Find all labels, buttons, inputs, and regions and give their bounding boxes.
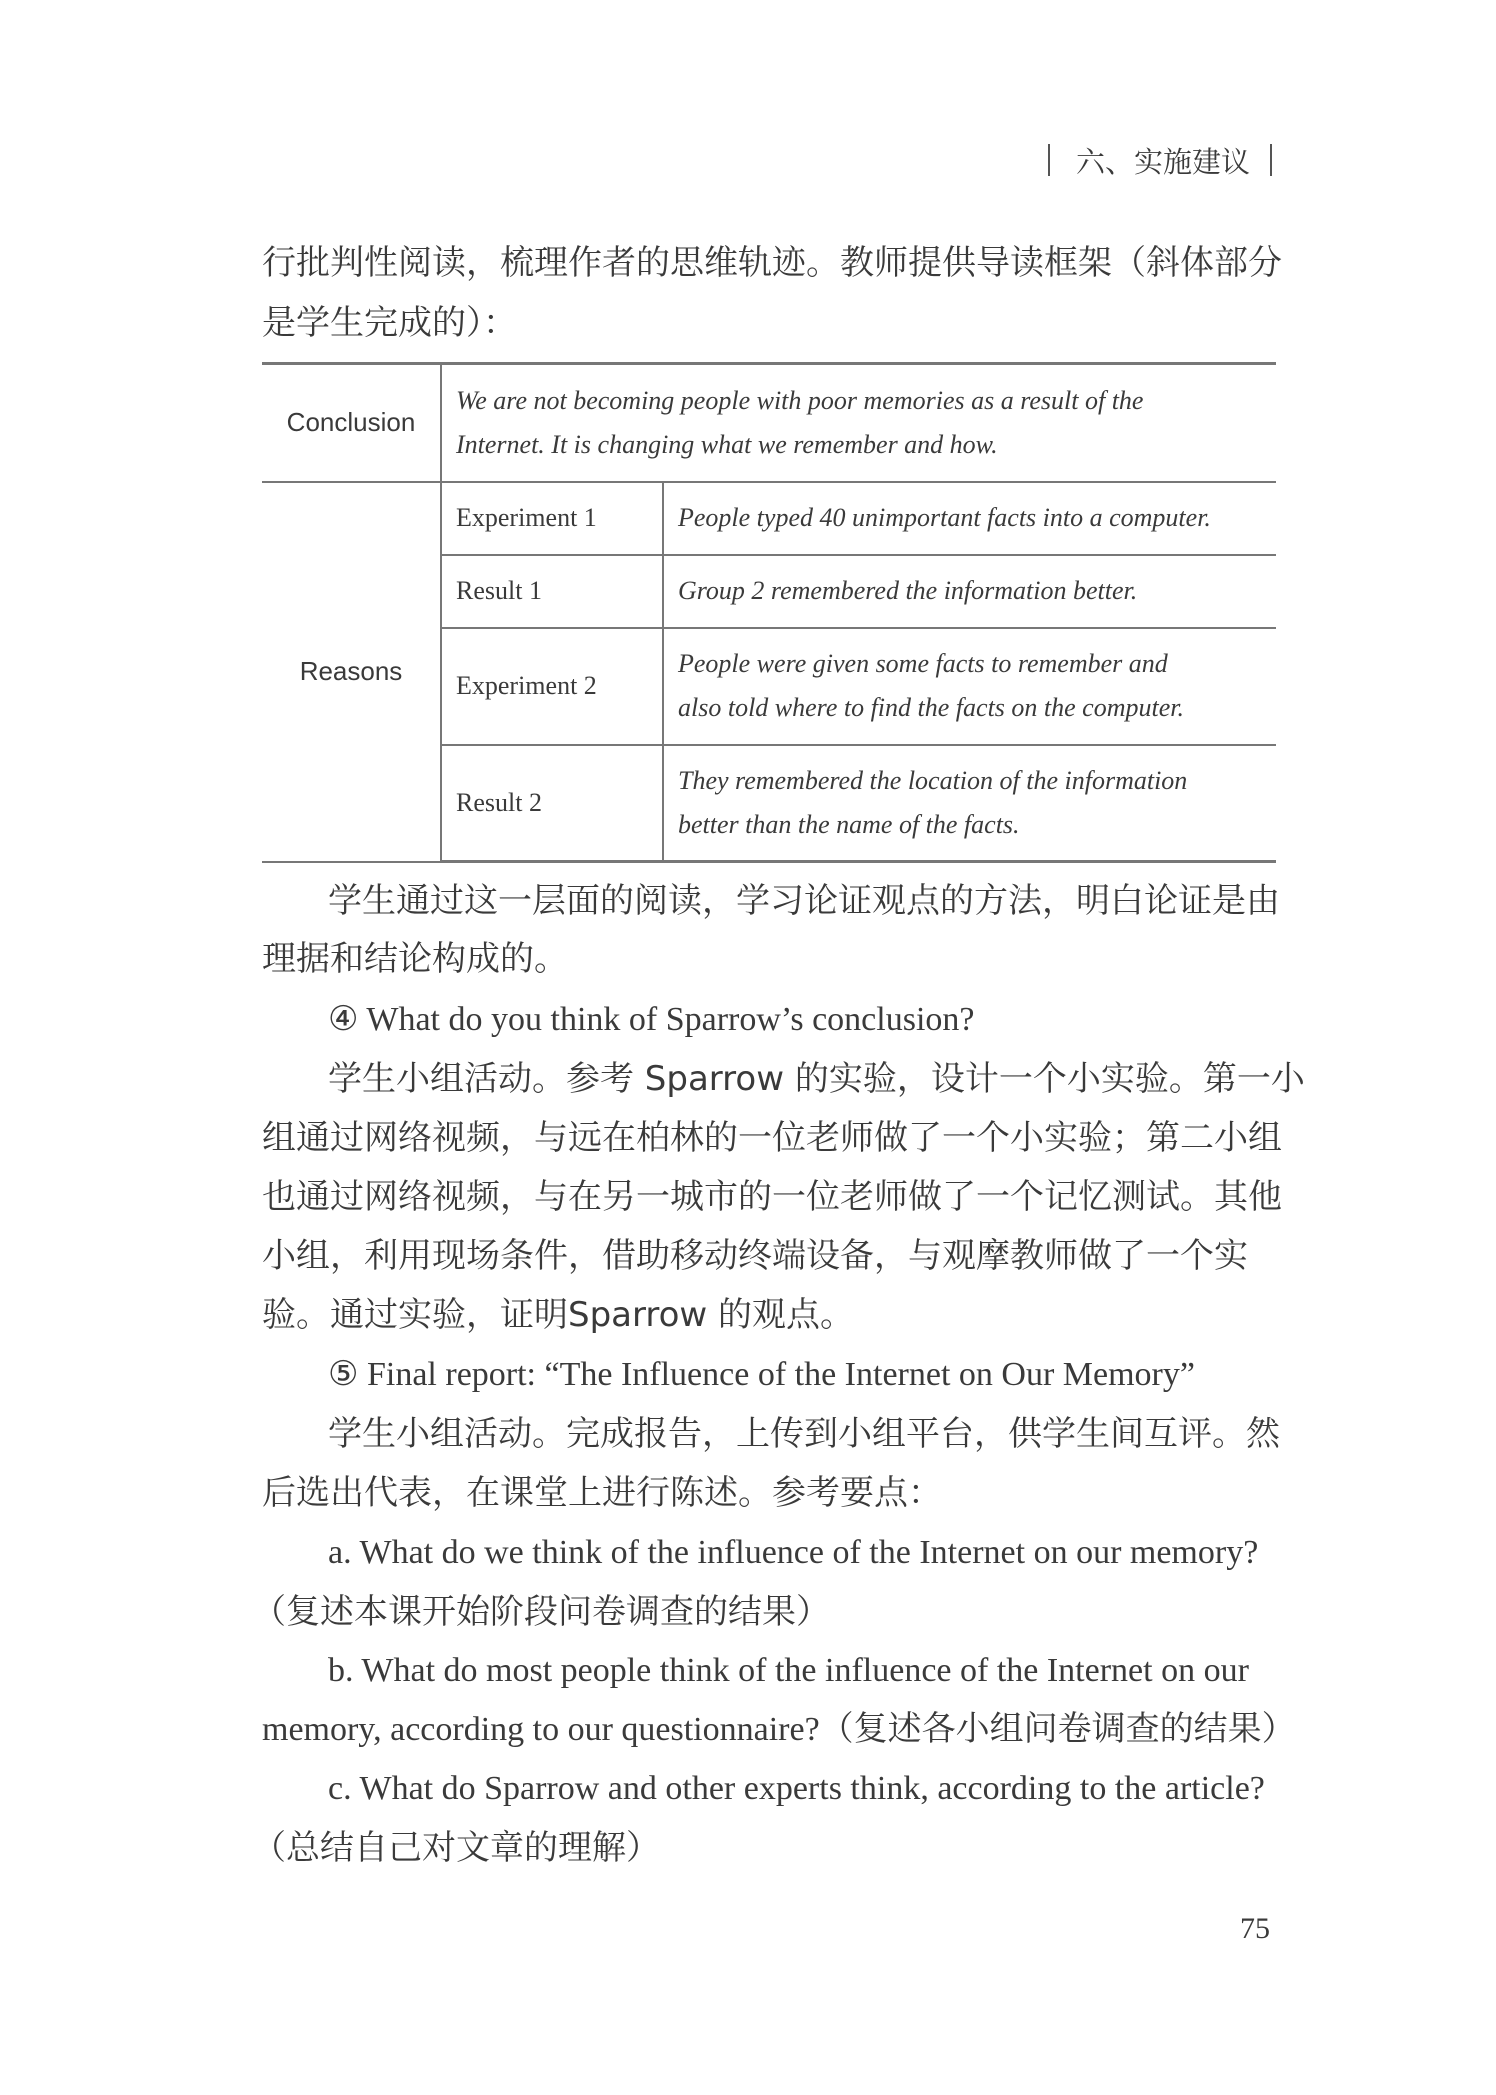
row-text: People typed 40 unimportant facts into a computer. [663, 482, 1276, 555]
paragraph-line: 理据和结论构成的。 [262, 939, 568, 979]
conclusion-text-2: Internet. It is changing what we remember and how. [456, 429, 998, 459]
intro-line-1: 行批判性阅读，梳理作者的思维轨迹。教师提供导读框架（斜体部分 [262, 243, 1282, 283]
point-a: a. What do we think of the influence of the Internet on our memory? [328, 1534, 1259, 1571]
reading-guide-table [262, 362, 1276, 863]
header-bar-left [1048, 144, 1050, 176]
row-label: Experiment 2 [441, 628, 663, 745]
header-bar-right [1270, 144, 1272, 176]
paragraph-line: 学生小组活动。参考 Sparrow 的实验，设计一个小实验。第一小 [328, 1059, 1305, 1099]
question-4: ④ What do you think of Sparrow’s conclusion? [328, 1001, 975, 1038]
row-label: Experiment 1 [441, 482, 663, 555]
page-number: 75 [1240, 1912, 1270, 1945]
paragraph-line: 学生通过这一层面的阅读，学习论证观点的方法，明白论证是由 [328, 881, 1280, 921]
row-label: Result 1 [441, 555, 663, 628]
paragraph-line: 小组，利用现场条件，借助移动终端设备，与观摩教师做了一个实 [262, 1236, 1248, 1276]
row-text-cell [663, 628, 1276, 745]
table-row-conclusion [262, 364, 1276, 482]
table-row [262, 482, 1276, 555]
paragraph-line: 验。通过实验，证明Sparrow 的观点。 [262, 1295, 855, 1335]
row-text-1: They remembered the location of the information [678, 765, 1188, 795]
row-text-2: better than the name of the facts. [678, 809, 1020, 839]
conclusion-text-1: We are not becoming people with poor memories as a result of the [456, 385, 1144, 415]
row-text-cell [663, 745, 1276, 862]
row-label: Result 2 [441, 745, 663, 862]
paragraph-line: 组通过网络视频，与远在柏林的一位老师做了一个小实验；第二小组 [262, 1118, 1282, 1158]
row-text-2: also told where to find the facts on the computer. [678, 693, 1184, 722]
intro-line-2: 是学生完成的）： [262, 303, 517, 343]
header-section-title: 六、实施建议 [1076, 145, 1251, 179]
paragraph-line: 后选出代表，在课堂上进行陈述。参考要点： [262, 1473, 942, 1513]
point-c: c. What do Sparrow and other experts think, according to the article? [328, 1770, 1265, 1807]
point-b: b. What do most people think of the influence of the Internet on our [328, 1652, 1249, 1689]
conclusion-label: Conclusion [262, 364, 441, 482]
conclusion-cell [441, 364, 1276, 482]
running-header [1040, 138, 1280, 184]
point-a-note: （复述本课开始阶段问卷调查的结果） [252, 1592, 830, 1632]
paragraph-line: 学生小组活动。完成报告，上传到小组平台，供学生间互评。然 [328, 1414, 1280, 1454]
row-text-1: People were given some facts to remember and [678, 649, 1168, 678]
point-b-line-2: memory, according to our questionnaire?（复述各小组问卷调查的结果） [262, 1711, 1296, 1748]
point-c-note: （总结自己对文章的理解） [252, 1828, 660, 1868]
reasons-label: Reasons [262, 482, 441, 862]
row-text: Group 2 remembered the information better. [663, 555, 1276, 628]
paragraph-line: 也通过网络视频，与在另一城市的一位老师做了一个记忆测试。其他 [262, 1177, 1282, 1217]
question-5: ⑤ Final report: “The Influence of the Internet on Our Memory” [328, 1356, 1195, 1393]
